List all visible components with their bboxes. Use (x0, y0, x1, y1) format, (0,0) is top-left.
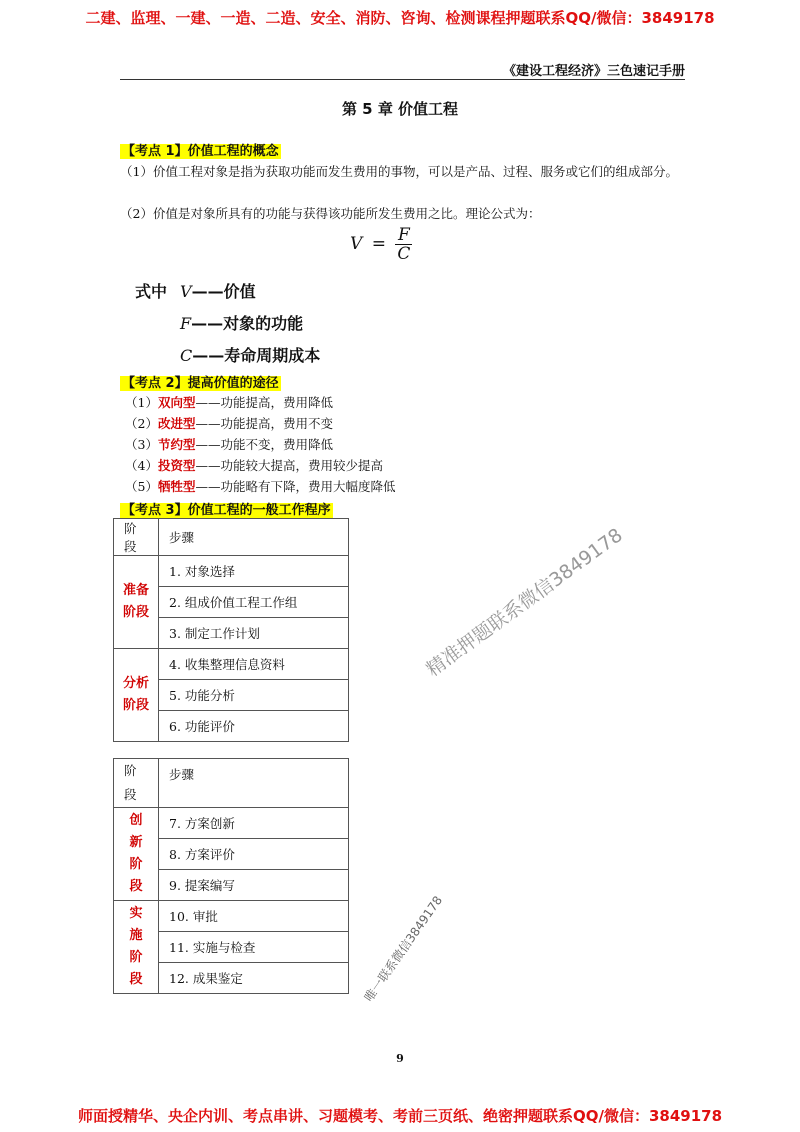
way-type: 双向型 (157, 395, 196, 410)
way-desc: ——功能略有下降，费用大幅度降低 (195, 479, 396, 494)
formula-lhs: V (350, 234, 363, 254)
header-step: 步骤 (159, 519, 349, 556)
stage-implementation: 实 施 阶 段 (114, 901, 159, 994)
table-row (114, 759, 349, 808)
step-cell: 4. 收集整理信息资料 (159, 649, 349, 680)
var-v-desc: ——价值 (191, 282, 256, 301)
way-desc: ——功能提高，费用不变 (195, 416, 333, 431)
way-number: （5） (125, 479, 158, 494)
way-item (125, 456, 383, 475)
stage-innovation: 创 新 阶 段 (114, 808, 159, 901)
var-c-desc: ——寿命周期成本 (192, 346, 321, 365)
page-number: 9 (396, 1052, 404, 1065)
way-desc: ——功能不变，费用降低 (195, 437, 333, 452)
handbook-title: 《建设工程经济》三色速记手册 (502, 64, 685, 79)
step-cell: 11. 实施与检查 (159, 932, 349, 963)
var-c-symbol: C (180, 346, 193, 365)
kp1-paragraph-2: （2）价值是对象所具有的功能与获得该功能所发生费用之比。理论公式为： (120, 206, 541, 221)
way-number: （1） (125, 395, 158, 410)
kp1-heading (120, 140, 281, 159)
step-cell: 7. 方案创新 (159, 808, 349, 839)
way-number: （3） (125, 437, 158, 452)
table-row (114, 556, 349, 587)
way-type: 节约型 (157, 437, 196, 452)
var-v-symbol: V (180, 282, 192, 301)
step-cell: 3. 制定工作计划 (159, 618, 349, 649)
step-cell: 9. 提案编写 (159, 870, 349, 901)
table-row (114, 901, 349, 932)
kp3-label: 【考点 3】价值工程的一般工作程序 (122, 503, 331, 518)
kp3-heading (120, 499, 333, 518)
way-number: （4） (125, 458, 158, 473)
header-divider (120, 79, 685, 80)
formula-numerator: F (395, 226, 412, 245)
table-row (114, 808, 349, 839)
step-cell: 10. 审批 (159, 901, 349, 932)
var-f-row (180, 311, 303, 334)
header-stage: 阶段 (114, 519, 159, 556)
step-cell: 12. 成果鉴定 (159, 963, 349, 994)
step-cell: 1. 对象选择 (159, 556, 349, 587)
where-label: 式中 (135, 282, 168, 301)
header-step: 步骤 (159, 759, 349, 808)
kp2-label: 【考点 2】提高价值的途径 (122, 376, 279, 391)
kp2-heading (120, 372, 281, 391)
watermark-small: 唯一联系微信3849178 (361, 893, 446, 1005)
var-c-row (180, 343, 320, 366)
chapter-title: 第 5 章 价值工程 (341, 100, 459, 118)
way-item (125, 477, 395, 496)
stage-preparation: 准备 阶段 (114, 556, 159, 649)
way-desc: ——功能提高，费用降低 (195, 395, 333, 410)
footer-banner: 师面授精华、央企内训、考点串讲、习题模考、考前三页纸、绝密押题联系QQ/微信：3849178 (77, 1107, 723, 1125)
formula-equals: = (371, 234, 386, 254)
table-row (114, 649, 349, 680)
formula-fraction (395, 226, 412, 263)
formula-denominator: C (397, 244, 411, 264)
watermark-large: 精准押题联系微信3849178 (422, 524, 627, 682)
var-f-symbol: F (180, 314, 192, 333)
step-cell: 2. 组成价值工程工作组 (159, 587, 349, 618)
step-cell: 6. 功能评价 (159, 711, 349, 742)
step-cell: 5. 功能分析 (159, 680, 349, 711)
way-desc: ——功能较大提高，费用较少提高 (195, 458, 383, 473)
procedure-table-1 (113, 518, 349, 742)
header-banner: 二建、监理、一建、一造、二造、安全、消防、咨询、检测课程押题联系QQ/微信：3849178 (85, 9, 715, 27)
way-type: 改进型 (157, 416, 196, 431)
var-f-desc: ——对象的功能 (191, 314, 304, 333)
way-item (125, 414, 333, 433)
table-row (114, 519, 349, 556)
way-type: 投资型 (157, 458, 196, 473)
stage-analysis: 分析 阶段 (114, 649, 159, 742)
header-stage: 阶 段 (114, 759, 159, 808)
way-item (125, 435, 333, 454)
var-v-row (180, 279, 256, 302)
way-number: （2） (125, 416, 158, 431)
kp1-label: 【考点 1】价值工程的概念 (122, 144, 279, 159)
procedure-table-2 (113, 758, 349, 994)
way-item (125, 393, 333, 412)
value-formula (350, 226, 412, 263)
step-cell: 8. 方案评价 (159, 839, 349, 870)
kp1-paragraph-1: （1）价值工程对象是指为获取功能而发生费用的事物，可以是产品、过程、服务或它们的组成部分。 (120, 164, 678, 179)
way-type: 牺牲型 (157, 479, 196, 494)
